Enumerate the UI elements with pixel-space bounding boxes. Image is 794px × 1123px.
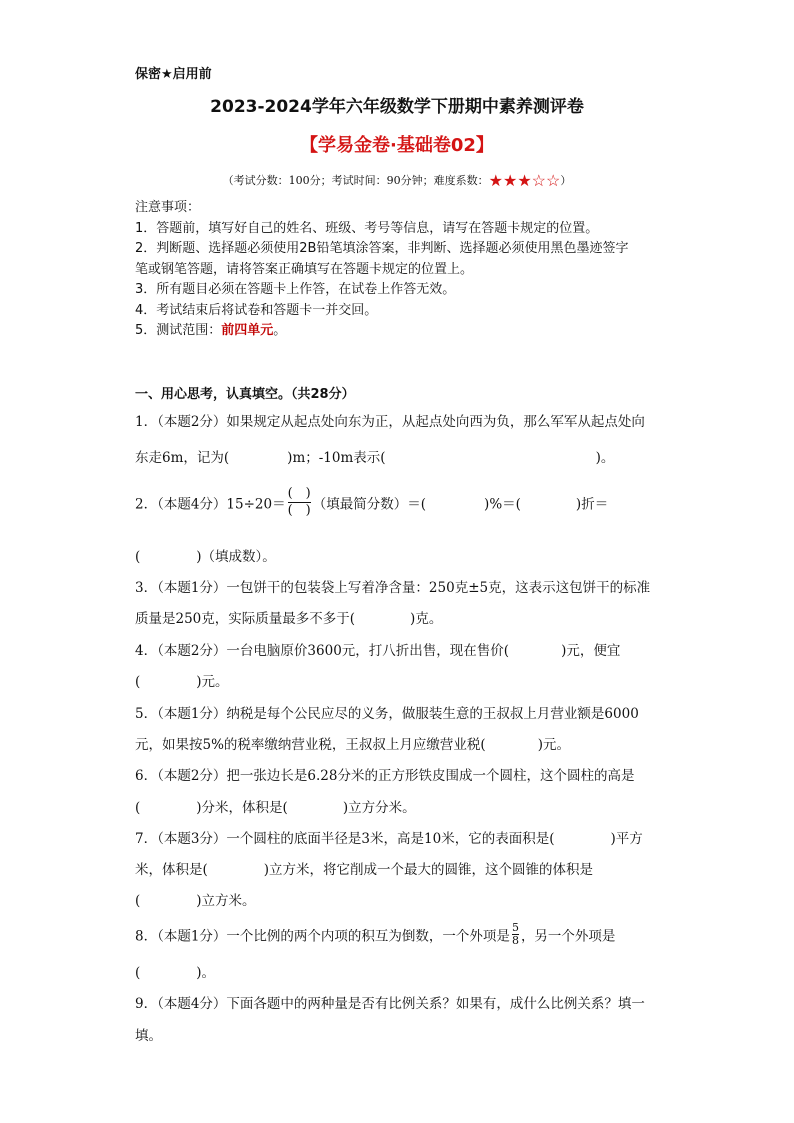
exam-subtitle: 【学易金卷·基础卷02】 [300, 135, 494, 156]
q-text: )。 [196, 965, 216, 981]
exam-info [0, 171, 794, 190]
note-item: 3．所有题目必须在答题卡上作答，在试卷上作答无效。 [135, 282, 456, 297]
star-empty-icon: ☆☆ [531, 171, 561, 190]
q-text: ，另一个外项是 [520, 928, 616, 945]
fraction-denominator: 8 [511, 934, 519, 947]
q-text: ( [135, 674, 141, 690]
star-filled-icon: ★★★ [488, 171, 532, 190]
question-line: 5．（本题1分）纳税是每个公民应尽的义务，做服装生意的王叔叔上月营业额是6000 [135, 706, 639, 722]
fraction [512, 922, 519, 947]
note-item [135, 321, 665, 342]
question-line: 6．（本题2分）把一张边长是6.28分米的正方形铁皮围成一个圆柱，这个圆柱的高是 [135, 768, 635, 784]
question-line [135, 733, 570, 753]
q-text: )元，便宜 [561, 643, 621, 659]
confidential-label: 保密★启用前 [135, 67, 212, 82]
note-text: 。 [273, 323, 287, 338]
fraction [288, 486, 311, 519]
q-text: ( [135, 893, 141, 909]
q-text: 东走6m，记为( [135, 450, 230, 466]
question-line [135, 639, 620, 659]
fraction-numerator: 5 [511, 921, 519, 934]
q-text: 米，体积是( [135, 862, 208, 878]
question-line [135, 889, 256, 909]
fraction-denominator[interactable]: ( ) [287, 503, 311, 518]
notes-block [135, 198, 665, 342]
question-line [135, 961, 215, 981]
q-text: 质量是250克，实际质量最多不多于( [135, 611, 356, 627]
notes-heading: 注意事项： [135, 200, 201, 215]
question-line [135, 670, 229, 690]
q-text: )平方 [610, 831, 643, 847]
test-range: 前四单元 [221, 323, 274, 338]
question-line: 9．（本题4分）下面各题中的两种量是否有比例关系？如果有，成什么比例关系？填一 [135, 996, 645, 1012]
q-text: 元，如果按5%的税率缴纳营业税，王叔叔上月应缴营业税( [135, 737, 486, 753]
question-line: 1．（本题2分）如果规定从起点处向东为正，从起点处向西为负，那么军军从起点处向 [135, 414, 645, 430]
note-item: 4．考试结束后将试卷和答题卡一并交回。 [135, 302, 378, 318]
q-text: )立方米，将它削成一个最大的圆锥，这个圆锥的体积是 [263, 862, 594, 878]
fraction-numerator[interactable]: ( ) [287, 486, 311, 501]
q-text: ( [135, 549, 141, 565]
note-item: 笔或钢笔答题，请将答案正确填写在答题卡规定的位置上。 [135, 261, 474, 277]
question-line [135, 446, 614, 466]
question-line [135, 922, 615, 947]
difficulty-stars [489, 171, 561, 190]
q-text: )元。 [537, 737, 570, 753]
q-text: )（填成数）。 [196, 549, 276, 565]
section-title: 一、用心思考，认真填空。（共28分） [135, 387, 355, 402]
q-text: )m；-10m表示( [287, 450, 386, 466]
exam-title: 2023-2024学年六年级数学下册期中素养测评卷 [210, 97, 584, 117]
exam-info-prefix: （考试分数：100分；考试时间：90分钟；难度系数： [222, 174, 489, 187]
q-text: 2．（本题4分）15÷20＝ [135, 496, 286, 513]
q-text: 4．（本题2分）一台电脑原价3600元，打八折出售，现在售价( [135, 643, 510, 659]
note-item: 2．判断题、选择题必须使用2B铅笔填涂答案，非判断、选择题必须使用黑色墨迹签字 [135, 241, 629, 256]
q-text: （填最简分数）＝( [312, 496, 427, 513]
note-item: 1．答题前，填写好自己的姓名、班级、考号等信息，请写在答题卡规定的位置。 [135, 220, 599, 236]
question-line [135, 486, 608, 519]
q-text: )分米，体积是( [196, 800, 288, 816]
q-text: )。 [595, 450, 615, 466]
question-line: 3．（本题1分）一包饼干的包装袋上写着净含量：250克±5克，这表示这包饼干的标准 [135, 580, 651, 596]
q-text: )%＝( [484, 496, 521, 513]
question-line: 填。 [135, 1028, 162, 1044]
q-text: 8．（本题1分）一个比例的两个内项的积互为倒数，一个外项是 [135, 928, 510, 945]
q-text: )折＝ [575, 496, 609, 513]
question-line [135, 545, 276, 565]
q-text: 7．（本题3分）一个圆柱的底面半径是3米，高是10米，它的表面积是( [135, 831, 555, 847]
q-text: )立方米。 [196, 893, 256, 909]
question-line [135, 796, 416, 816]
q-text: )克。 [410, 611, 443, 627]
q-text: ( [135, 965, 141, 981]
q-text: ( [135, 800, 141, 816]
note-text: 5．测试范围： [135, 323, 222, 338]
exam-info-suffix: ） [560, 174, 572, 187]
q-text: )元。 [196, 674, 229, 690]
question-line [135, 827, 643, 847]
question-line [135, 858, 593, 878]
question-line [135, 607, 442, 627]
q-text: )立方分米。 [342, 800, 416, 816]
